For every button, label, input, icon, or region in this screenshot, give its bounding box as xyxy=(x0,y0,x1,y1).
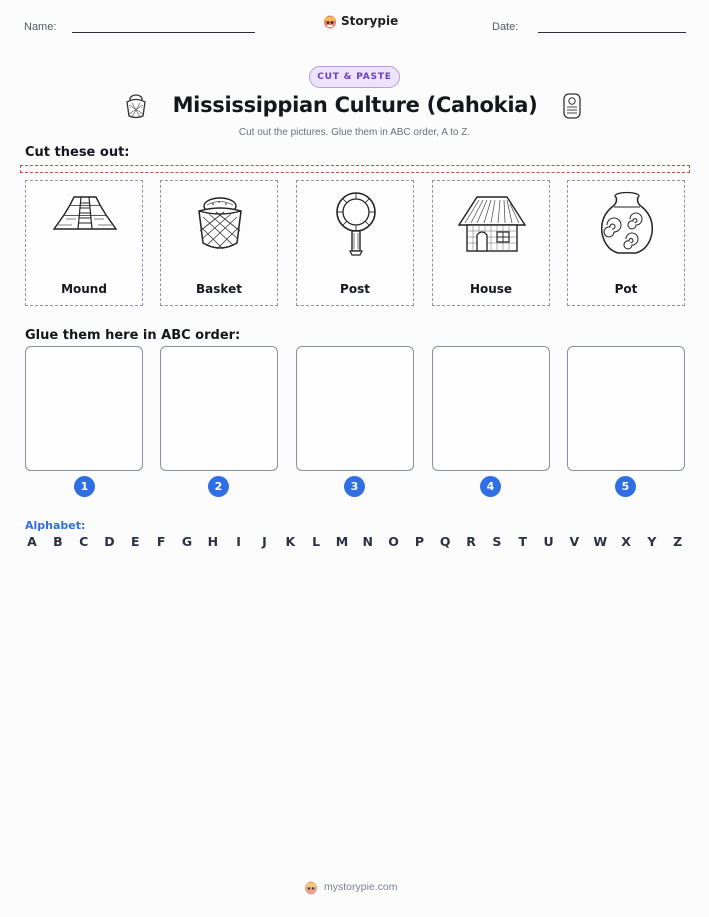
date-field-line[interactable] xyxy=(538,32,686,33)
alphabet-letter: E xyxy=(131,534,140,549)
alphabet-letter: D xyxy=(104,534,115,549)
alphabet-letter: X xyxy=(621,534,631,549)
position-number-5: 5 xyxy=(615,476,636,497)
alphabet-letter: Z xyxy=(673,534,683,549)
brand-name: Storypie xyxy=(341,14,399,28)
house-icon xyxy=(457,187,527,257)
page-title: Mississippian Culture (Cahokia) xyxy=(172,93,538,117)
alphabet-label: Alphabet: xyxy=(25,519,86,532)
alphabet-letter: B xyxy=(53,534,63,549)
alphabet-letter: F xyxy=(156,534,166,549)
position-number-2: 2 xyxy=(208,476,229,497)
cut-card-label: Mound xyxy=(61,282,107,296)
alphabet-letter: S xyxy=(492,534,502,549)
alphabet-letter: M xyxy=(335,534,349,549)
alphabet-letter: P xyxy=(414,534,424,549)
cut-line xyxy=(20,165,690,173)
alphabet-letter: K xyxy=(285,534,296,549)
cut-card-label: Basket xyxy=(196,282,242,296)
alphabet-letter: Y xyxy=(647,534,657,549)
glue-box-1[interactable] xyxy=(25,346,143,471)
name-field-line[interactable] xyxy=(72,32,255,33)
alphabet-letter: V xyxy=(569,534,580,549)
alphabet-letter: J xyxy=(262,534,267,549)
cut-card-pot[interactable] xyxy=(567,180,685,306)
glue-section-heading: Glue them here in ABC order: xyxy=(25,328,241,343)
position-number-3: 3 xyxy=(344,476,365,497)
alphabet-letter: O xyxy=(388,534,399,549)
alphabet-letter: G xyxy=(181,534,193,549)
alphabet-letter: L xyxy=(312,534,321,549)
cut-card-mound[interactable] xyxy=(25,180,143,306)
alphabet-letter: C xyxy=(79,534,89,549)
cut-section-heading: Cut these out: xyxy=(25,145,130,160)
basket-icon xyxy=(185,187,255,257)
instructions: Cut out the pictures. Glue them in ABC order, A to Z. xyxy=(238,127,471,138)
position-number-1: 1 xyxy=(74,476,95,497)
cut-card-label: House xyxy=(469,282,513,296)
cut-card-basket[interactable] xyxy=(160,180,278,306)
storypie-mascot-icon xyxy=(323,13,337,29)
pot-icon xyxy=(592,187,662,261)
footer-url[interactable]: mystorypie.com xyxy=(324,881,398,893)
alphabet-letter: I xyxy=(236,534,241,549)
alphabet-letter: U xyxy=(543,534,554,549)
alphabet-letter: T xyxy=(518,534,527,549)
post-icon xyxy=(321,187,391,267)
glue-box-3[interactable] xyxy=(296,346,414,471)
brand-logo xyxy=(323,13,398,29)
alphabet-letter: W xyxy=(593,534,608,549)
footer xyxy=(304,879,398,895)
storypie-mascot-icon xyxy=(304,879,318,895)
cut-card-label: Post xyxy=(340,282,370,296)
cut-card-house[interactable] xyxy=(432,180,550,306)
alphabet-letter: A xyxy=(27,534,37,549)
mound-icon xyxy=(50,187,120,257)
alphabet-letter: R xyxy=(466,534,476,549)
alphabet-row xyxy=(25,534,685,549)
cut-card-post[interactable] xyxy=(296,180,414,306)
alphabet-letter: N xyxy=(362,534,373,549)
cut-card-label: Pot xyxy=(614,282,638,296)
date-label: Date: xyxy=(492,21,519,33)
basket-decoration-icon xyxy=(124,92,148,124)
glue-box-4[interactable] xyxy=(432,346,550,471)
cut-and-paste-badge: CUT & PASTE xyxy=(309,66,400,88)
name-label: Name: xyxy=(24,21,57,33)
position-number-4: 4 xyxy=(480,476,501,497)
glue-box-2[interactable] xyxy=(160,346,278,471)
tablet-decoration-icon xyxy=(560,92,584,124)
glue-box-5[interactable] xyxy=(567,346,685,471)
alphabet-letter: Q xyxy=(439,534,451,549)
alphabet-letter: H xyxy=(207,534,219,549)
